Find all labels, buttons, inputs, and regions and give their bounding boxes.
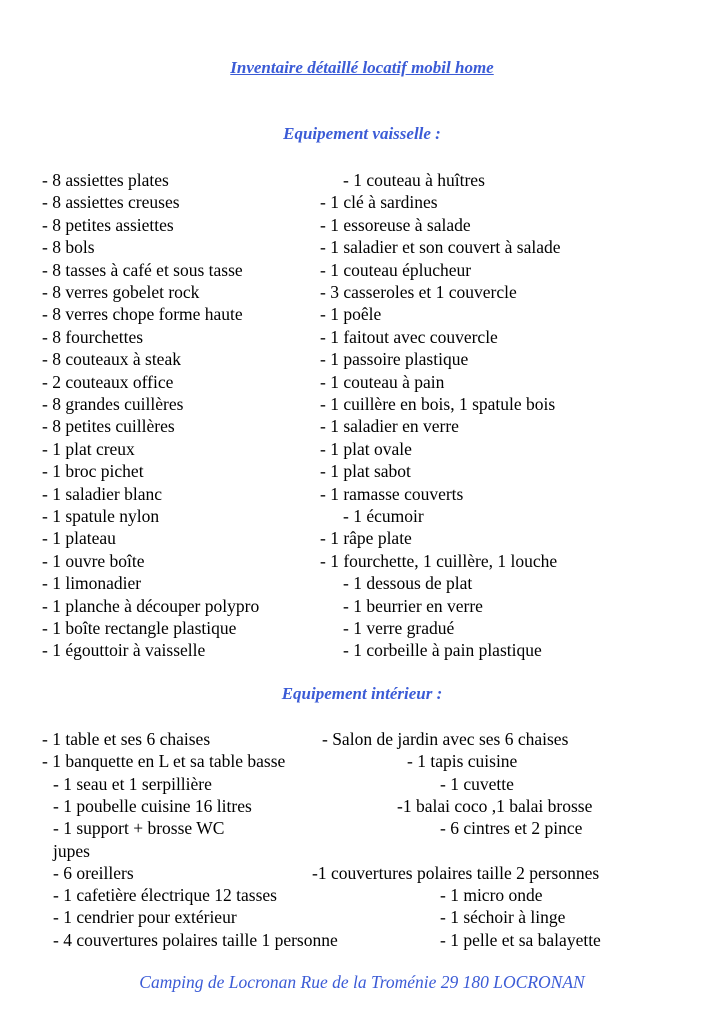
vaisselle-item-left: - 1 broc pichet	[42, 461, 144, 482]
vaisselle-item-right: - 1 écumoir	[343, 506, 424, 526]
vaisselle-item-left: - 8 fourchettes	[42, 326, 144, 347]
vaisselle-item-right: - 1 beurrier en verre	[343, 595, 483, 616]
interieur-item-left: - 1 table et ses 6 chaises	[42, 729, 211, 749]
vaisselle-item-left: - 2 couteaux office	[42, 371, 174, 392]
interieur-item-left: jupes	[53, 840, 90, 861]
interieur-item-left: - 6 oreillers	[53, 862, 134, 883]
vaisselle-item-left: - 8 verres chope forme haute	[42, 304, 243, 325]
vaisselle-item-right: - 1 couteau à huîtres	[343, 170, 485, 190]
vaisselle-item-left: - 1 boîte rectangle plastique	[42, 618, 237, 638]
vaisselle-item-right: - 1 dessous de plat	[343, 573, 473, 594]
vaisselle-item-left: - 8 verres gobelet rock	[42, 282, 200, 302]
vaisselle-item-right: - 3 casseroles et 1 couvercle	[320, 282, 517, 302]
interieur-item-left: - 1 seau et 1 serpillière	[53, 773, 212, 794]
vaisselle-item-left: - 1 planche à découper polypro	[42, 595, 260, 616]
section-heading-vaisselle: Equipement vaisselle :	[283, 124, 441, 143]
footer-address: Camping de Locronan Rue de la Troménie 29 180 LOCRONAN	[139, 972, 585, 992]
vaisselle-item-left: - 1 plat creux	[42, 438, 135, 459]
vaisselle-item-right: - 1 essoreuse à salade	[320, 214, 471, 235]
vaisselle-item-right: - 1 verre gradué	[343, 618, 455, 638]
vaisselle-item-left: - 8 grandes cuillères	[42, 394, 184, 414]
vaisselle-item-left: - 1 ouvre boîte	[42, 550, 145, 571]
interieur-item-left: - 1 poubelle cuisine 16 litres	[53, 795, 252, 816]
interieur-item-left: - 1 cafetière électrique 12 tasses	[53, 885, 277, 906]
interieur-item-left: - 1 cendrier pour extérieur	[53, 907, 237, 928]
vaisselle-item-left: - 8 petites cuillères	[42, 416, 175, 437]
vaisselle-item-right: - 1 plat ovale	[320, 438, 412, 459]
vaisselle-item-left: - 1 limonadier	[42, 573, 142, 594]
interieur-item-right: - 1 pelle et sa balayette	[440, 929, 601, 950]
vaisselle-item-right: - 1 plat sabot	[320, 461, 411, 482]
vaisselle-item-right: - 1 couteau à pain	[320, 371, 445, 392]
vaisselle-item-right: - 1 corbeille à pain plastique	[343, 640, 542, 661]
vaisselle-item-left: - 1 spatule nylon	[42, 506, 160, 526]
interieur-item-right: - Salon de jardin avec ses 6 chaises	[322, 729, 569, 749]
interieur-item-right: - 1 micro onde	[440, 885, 543, 906]
vaisselle-item-left: - 1 plateau	[42, 528, 116, 549]
vaisselle-item-right: - 1 ramasse couverts	[320, 483, 464, 504]
vaisselle-item-right: - 1 cuillère en bois, 1 spatule bois	[320, 394, 556, 414]
vaisselle-item-left: - 8 bols	[42, 237, 95, 258]
vaisselle-item-left: - 1 saladier blanc	[42, 483, 163, 504]
vaisselle-item-right: - 1 fourchette, 1 cuillère, 1 louche	[320, 550, 558, 571]
interieur-item-left: - 4 couvertures polaires taille 1 personne	[53, 929, 338, 950]
interieur-item-right: - 1 séchoir à linge	[440, 907, 566, 928]
vaisselle-item-right: - 1 couteau éplucheur	[320, 259, 472, 280]
vaisselle-item-right: - 1 saladier en verre	[320, 416, 459, 437]
interieur-item-right: - 1 tapis cuisine	[407, 751, 518, 772]
vaisselle-item-right: - 1 passoire plastique	[320, 349, 469, 370]
vaisselle-item-right: - 1 râpe plate	[320, 528, 412, 549]
interieur-item-left: - 1 support + brosse WC	[53, 818, 225, 839]
interieur-item-right: - 6 cintres et 2 pince	[440, 818, 583, 839]
vaisselle-item-right: - 1 poêle	[320, 304, 382, 325]
interieur-item-right: -1 balai coco ,1 balai brosse	[397, 795, 593, 816]
vaisselle-item-right: - 1 saladier et son couvert à salade	[320, 237, 561, 258]
vaisselle-item-left: - 8 couteaux à steak	[42, 349, 181, 370]
vaisselle-item-left: - 8 petites assiettes	[42, 214, 174, 235]
interieur-item-right: -1 couvertures polaires taille 2 personnes	[312, 862, 600, 883]
vaisselle-item-right: - 1 clé à sardines	[320, 192, 438, 213]
vaisselle-item-left: - 8 assiettes plates	[42, 170, 169, 190]
section-heading-interieur: Equipement intérieur :	[281, 684, 443, 703]
interieur-item-left: - 1 banquette en L et sa table basse	[42, 751, 286, 772]
vaisselle-item-right: - 1 faitout avec couvercle	[320, 326, 498, 347]
vaisselle-item-left: - 1 égouttoir à vaisselle	[42, 640, 206, 661]
vaisselle-item-left: - 8 tasses à café et sous tasse	[42, 259, 243, 280]
interieur-item-right: - 1 cuvette	[440, 773, 514, 794]
vaisselle-item-left: - 8 assiettes creuses	[42, 192, 180, 213]
document-title: Inventaire détaillé locatif mobil home	[230, 58, 494, 77]
